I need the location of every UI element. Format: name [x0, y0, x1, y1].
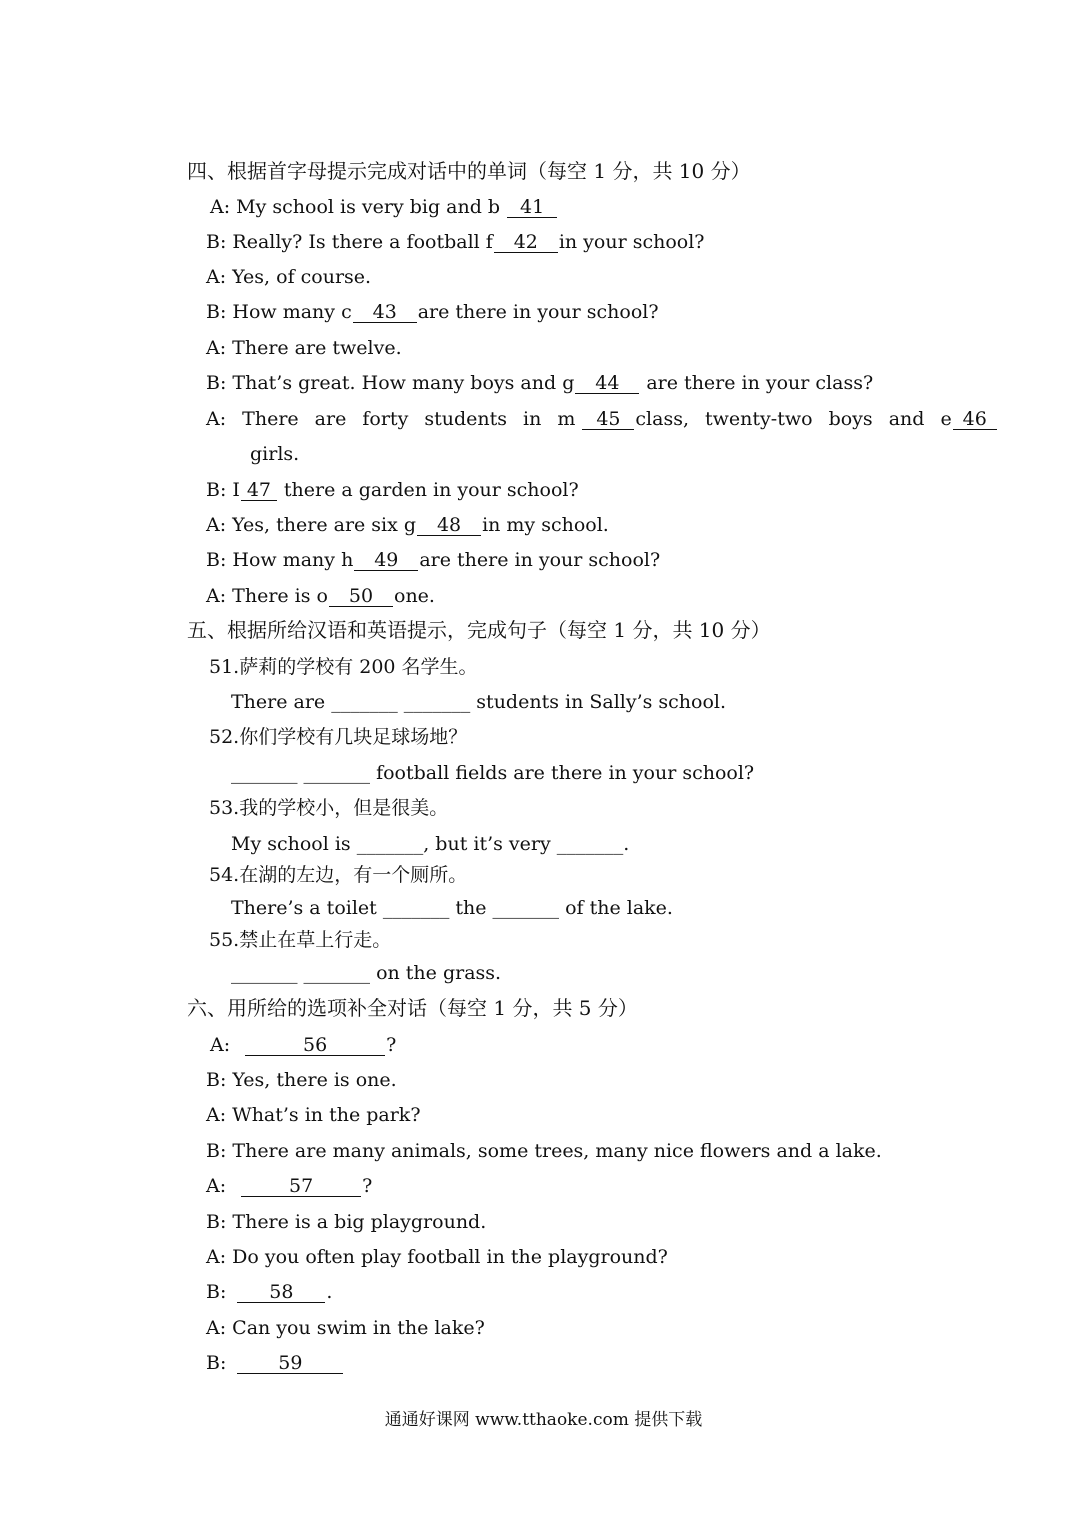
- dialog-line: A: There are twelve.: [206, 337, 402, 359]
- answer-blank-47[interactable]: 47: [241, 480, 277, 501]
- dialog-line-45-46: A: There are forty students in m 45 class, twenty-two boys and e 46: [206, 407, 998, 431]
- answer-blank-44[interactable]: 44: [575, 373, 639, 394]
- dialog-line-48: A: Yes, there are six g 48 in my school.: [206, 514, 609, 536]
- section-4-title: 四、根据首字母提示完成对话中的单词（每空 1 分，共 10 分）: [187, 159, 751, 183]
- dialog-line: B: Yes, there is one.: [206, 1069, 397, 1091]
- dialog-line-49: B: How many h 49 are there in your school?: [206, 549, 661, 571]
- answer-blank[interactable]: _______: [492, 897, 560, 919]
- dialog-line-56: A: 56 ?: [210, 1034, 397, 1056]
- answer-blank[interactable]: _______: [331, 691, 398, 713]
- question-53-sentence: My school is _______, but it’s very _______.: [231, 833, 630, 855]
- dialog-line-41: A: My school is very big and b 41: [210, 195, 558, 219]
- answer-blank[interactable]: _______: [356, 833, 424, 855]
- dialog-line-43: B: How many c 43 are there in your school?: [206, 301, 659, 323]
- question-53-prompt: 53.我的学校小，但是很美。: [209, 797, 449, 819]
- dialog-line: B: There are many animals, some trees, many nice flowers and a lake.: [206, 1140, 882, 1162]
- dialog-line-42: B: Really? Is there a football f 42 in your school?: [206, 231, 705, 253]
- dialog-line-59: B: 59: [206, 1351, 344, 1375]
- answer-blank-41[interactable]: 41: [507, 197, 557, 218]
- dialog-line: A: Do you often play football in the playground?: [206, 1246, 668, 1268]
- answer-blank-49[interactable]: 49: [354, 550, 418, 571]
- answer-blank[interactable]: _______: [403, 691, 471, 713]
- answer-blank-58[interactable]: 58: [237, 1282, 325, 1303]
- answer-blank-42[interactable]: 42: [494, 232, 558, 253]
- dialog-line-50: A: There is o 50 one.: [206, 585, 435, 607]
- question-54-sentence: There’s a toilet _______ the _______ of the lake.: [231, 897, 673, 919]
- question-51-sentence: There are _______ _______ students in Sally’s school.: [231, 691, 727, 713]
- dialog-line-58: B: 58 .: [206, 1281, 333, 1303]
- section-5-title: 五、根据所给汉语和英语提示，完成句子（每空 1 分，共 10 分）: [187, 618, 771, 642]
- question-55-prompt: 55.禁止在草上行走。: [209, 929, 392, 951]
- question-52-prompt: 52.你们学校有几块足球场地？: [209, 726, 468, 748]
- dialog-line-cont: girls.: [250, 443, 300, 465]
- answer-blank[interactable]: _______: [231, 962, 298, 984]
- answer-blank-56[interactable]: 56: [245, 1035, 385, 1056]
- answer-blank[interactable]: _______: [303, 762, 371, 784]
- answer-blank-46[interactable]: 46: [953, 409, 997, 430]
- dialog-line-44: B: That’s great. How many boys and g 44 are there in your class?: [206, 372, 874, 394]
- dialog-line-57: A: 57 ?: [206, 1175, 373, 1197]
- answer-blank[interactable]: _______: [556, 833, 624, 855]
- answer-blank[interactable]: _______: [231, 762, 298, 784]
- dialog-line-47: B: I 47 there a garden in your school?: [206, 479, 579, 501]
- answer-blank-43[interactable]: 43: [353, 302, 417, 323]
- dialog-line: A: Yes, of course.: [206, 266, 372, 288]
- answer-blank-45[interactable]: 45: [582, 409, 634, 430]
- section-6-title: 六、用所给的选项补全对话（每空 1 分，共 5 分）: [187, 996, 638, 1020]
- answer-blank-48[interactable]: 48: [417, 515, 481, 536]
- question-51-prompt: 51.萨莉的学校有 200 名学生。: [209, 656, 478, 678]
- answer-blank[interactable]: _______: [303, 962, 371, 984]
- answer-blank-57[interactable]: 57: [241, 1176, 361, 1197]
- question-52-sentence: _______ _______ football fields are there in your school?: [231, 762, 755, 784]
- dialog-line: A: Can you swim in the lake?: [206, 1317, 485, 1339]
- dialog-line: A: What’s in the park?: [206, 1104, 421, 1126]
- answer-blank-59[interactable]: 59: [237, 1353, 343, 1374]
- question-55-sentence: _______ _______ on the grass.: [231, 962, 502, 984]
- dialog-line: B: There is a big playground.: [206, 1211, 487, 1233]
- question-54-prompt: 54.在湖的左边，有一个厕所。: [209, 864, 468, 886]
- page-footer: 通通好课网 www.tthaoke.com 提供下载: [384, 1410, 703, 1430]
- answer-blank[interactable]: _______: [382, 897, 450, 919]
- answer-blank-50[interactable]: 50: [329, 586, 393, 607]
